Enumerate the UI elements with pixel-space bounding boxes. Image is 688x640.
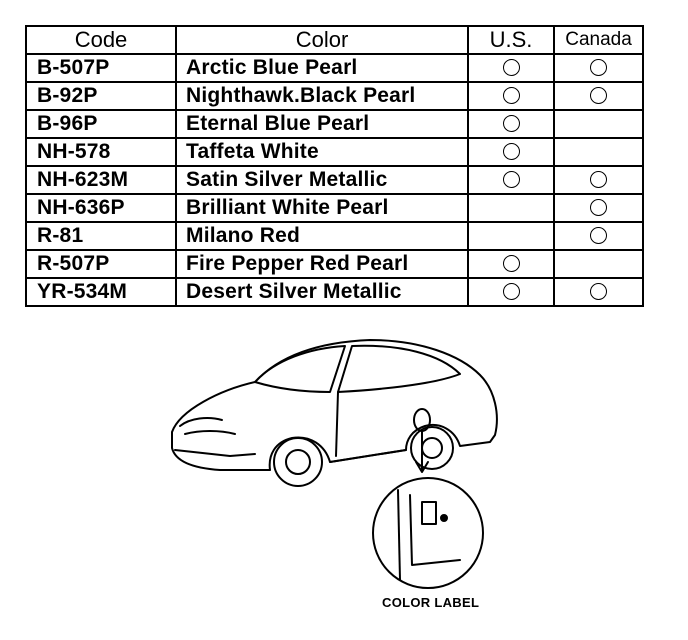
availability-circle-icon: [503, 87, 520, 104]
cell-color: Fire Pepper Red Pearl: [176, 250, 468, 278]
cell-code: NH-623M: [26, 166, 176, 194]
paint-code-table: [25, 25, 644, 307]
cell-us: [468, 138, 554, 166]
availability-circle-icon: [503, 255, 520, 272]
cell-color: Brilliant White Pearl: [176, 194, 468, 222]
cell-us: [468, 54, 554, 82]
availability-circle-icon: [503, 171, 520, 188]
cell-canada: [554, 54, 643, 82]
table-row: [26, 110, 643, 138]
cell-us: [468, 110, 554, 138]
availability-circle-icon: [503, 59, 520, 76]
cell-us: [468, 222, 554, 250]
header-us: U.S.: [468, 26, 554, 54]
table-body: [26, 54, 643, 306]
cell-color: Milano Red: [176, 222, 468, 250]
car-body-outline: [172, 340, 497, 470]
cell-us: [468, 278, 554, 306]
car-bumper: [175, 450, 255, 456]
cell-color: Satin Silver Metallic: [176, 166, 468, 194]
cell-color: Desert Silver Metallic: [176, 278, 468, 306]
header-code: Code: [26, 26, 176, 54]
cell-us: [468, 250, 554, 278]
table-row: [26, 222, 643, 250]
cell-code: NH-636P: [26, 194, 176, 222]
color-label-sticker: [422, 502, 436, 524]
detail-circle: [373, 478, 483, 588]
front-wheel: [274, 438, 322, 486]
cell-color: Taffeta White: [176, 138, 468, 166]
availability-circle-icon: [503, 115, 520, 132]
rear-wheel-hub: [422, 438, 442, 458]
cell-color: Arctic Blue Pearl: [176, 54, 468, 82]
availability-circle-icon: [590, 59, 607, 76]
cell-code: YR-534M: [26, 278, 176, 306]
cell-canada: [554, 222, 643, 250]
car-sill: [330, 450, 406, 462]
table-header-row: [26, 26, 643, 54]
availability-circle-icon: [590, 87, 607, 104]
availability-circle-icon: [590, 227, 607, 244]
figure-caption: COLOR LABEL: [382, 595, 480, 610]
cell-canada: [554, 110, 643, 138]
cell-canada: [554, 250, 643, 278]
cell-us: [468, 82, 554, 110]
table-row: [26, 250, 643, 278]
cell-canada: [554, 82, 643, 110]
car-headlight: [180, 418, 222, 426]
table-row: [26, 54, 643, 82]
cell-code: B-507P: [26, 54, 176, 82]
cell-color: Eternal Blue Pearl: [176, 110, 468, 138]
table-row: [26, 278, 643, 306]
detail-door-edge: [398, 490, 400, 580]
availability-circle-icon: [590, 171, 607, 188]
cell-canada: [554, 166, 643, 194]
cell-color: Nighthawk.Black Pearl: [176, 82, 468, 110]
car-illustration: [160, 330, 520, 595]
availability-circle-icon: [590, 199, 607, 216]
cell-canada: [554, 278, 643, 306]
cell-canada: [554, 194, 643, 222]
cell-canada: [554, 138, 643, 166]
table-row: [26, 166, 643, 194]
front-wheel-hub: [286, 450, 310, 474]
cell-code: B-96P: [26, 110, 176, 138]
detail-bolt: [441, 515, 447, 521]
table-row: [26, 194, 643, 222]
cell-code: R-81: [26, 222, 176, 250]
table-row: [26, 82, 643, 110]
cell-code: NH-578: [26, 138, 176, 166]
cell-us: [468, 194, 554, 222]
availability-circle-icon: [590, 283, 607, 300]
cell-us: [468, 166, 554, 194]
car-door-line: [336, 392, 338, 456]
car-grille: [185, 431, 235, 434]
cell-code: R-507P: [26, 250, 176, 278]
availability-circle-icon: [503, 143, 520, 160]
availability-circle-icon: [503, 283, 520, 300]
table-row: [26, 138, 643, 166]
header-canada: Canada: [554, 26, 643, 54]
cell-code: B-92P: [26, 82, 176, 110]
header-color: Color: [176, 26, 468, 54]
